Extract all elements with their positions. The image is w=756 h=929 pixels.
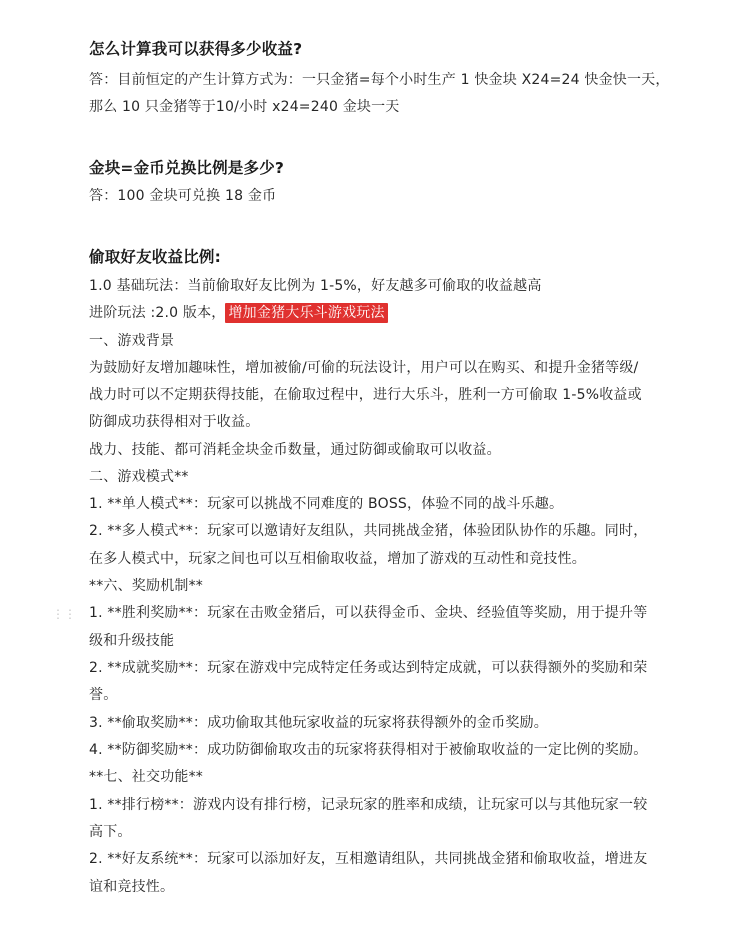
paragraph-line: 1. **胜利奖励**：玩家在击败金猪后，可以获得金币、金块、经验值等奖励，用于提升等 [89,605,648,621]
paragraph-line: 那么 10 只金猪等于10/小时 x24=240 金块一天 [89,99,400,115]
paragraph-line: 1. **排行榜**：游戏内设有排行榜，记录玩家的胜率和成绩，让玩家可以与其他玩家一较 [89,797,648,813]
paragraph-line: **六、奖励机制** [89,578,203,594]
paragraph-line: 2. **成就奖励**：玩家在游戏中完成特定任务或达到特定成就，可以获得额外的奖励和荣 [89,660,648,676]
paragraph-line: 二、游戏模式** [89,469,189,485]
paragraph-line: 誉。 [89,687,118,703]
drag-handle-icon[interactable]: ⋮⋮ [52,607,76,621]
paragraph-line: 3. **偷取奖励**：成功偷取其他玩家收益的玩家将获得额外的金币奖励。 [89,715,549,731]
paragraph-line: 为鼓励好友增加趣味性，增加被偷/可偷的玩法设计，用户可以在购买、和提升金猪等级/ [89,360,639,376]
paragraph-line: 战力、技能、都可消耗金块金币数量，通过防御或偷取可以收益。 [89,442,501,458]
paragraph-line: 2. **多人模式**：玩家可以邀请好友组队，共同挑战金猪，体验团队协作的乐趣。同时， [89,523,648,539]
paragraph-line: 一、游戏背景 [89,333,175,349]
paragraph-line: 答：100 金块可兑换 18 金币 [89,188,277,204]
paragraph-line: 高下。 [89,824,132,840]
paragraph-line: 答：目前恒定的产生计算方式为：一只金猪=每个小时生产 1 快金块 X24=24 快金快一天， [89,72,670,88]
paragraph-line: 谊和竞技性。 [89,879,175,895]
highlighted-text: 增加金猪大乐斗游戏玩法 [225,303,387,323]
advanced-gameplay-prefix: 进阶玩法 :2.0 版本， [89,305,226,321]
section-heading-earnings: 怎么计算我可以获得多少收益? [89,40,303,58]
paragraph-line: 2. **好友系统**：玩家可以添加好友，互相邀请组队，共同挑战金猪和偷取收益，增进友 [89,851,648,867]
paragraph-line: 在多人模式中，玩家之间也可以互相偷取收益，增加了游戏的互动性和竞技性。 [89,551,586,567]
section-heading-steal-ratio: 偷取好友收益比例: [89,248,221,266]
paragraph-line: 1.0 基础玩法：当前偷取好友比例为 1-5%，好友越多可偷取的收益越高 [89,278,542,294]
paragraph-line: 4. **防御奖励**：成功防御偷取攻击的玩家将获得相对于被偷取收益的一定比例的奖励。 [89,742,648,758]
paragraph-line: 战力时可以不定期获得技能，在偷取过程中，进行大乐斗，胜利一方可偷取 1-5%收益或 [89,387,642,403]
section-heading-exchange-rate: 金块=金币兑换比例是多少? [89,159,285,177]
paragraph-line: 防御成功获得相对于收益。 [89,414,260,430]
paragraph-line: 1. **单人模式**：玩家可以挑战不同难度的 BOSS，体验不同的战斗乐趣。 [89,496,564,512]
paragraph-line: **七、社交功能** [89,769,203,785]
advanced-gameplay-line [89,303,388,323]
paragraph-line: 级和升级技能 [89,633,175,649]
